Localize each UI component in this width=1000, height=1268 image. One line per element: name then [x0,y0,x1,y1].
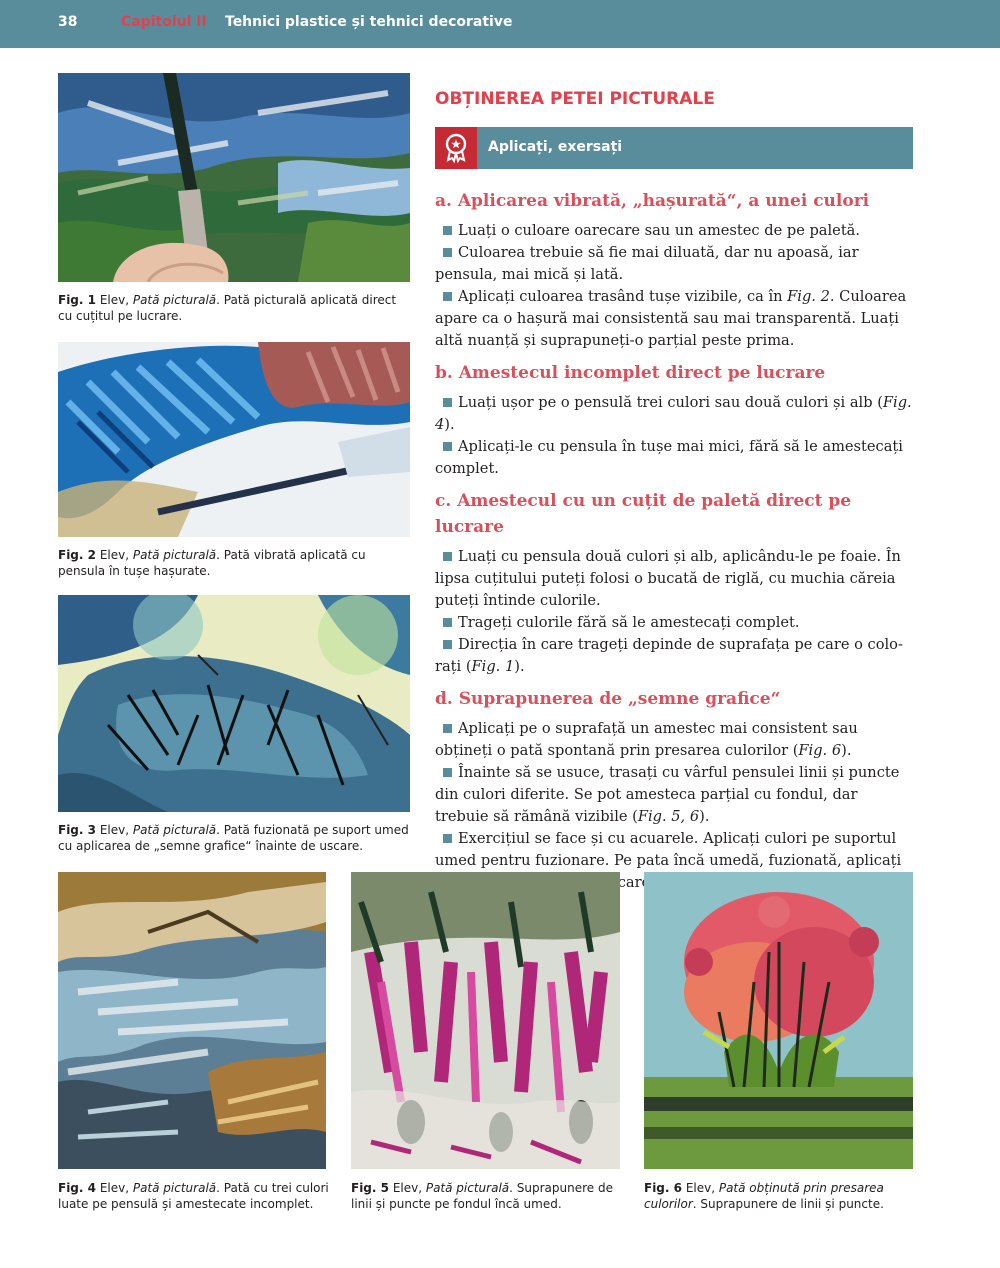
figure-5-image [351,872,620,1169]
section-b-heading: b. Amestecul incomplet direct pe lucrare [435,363,826,383]
figure-3-caption: Fig. 3 Elev, Pată picturală. Pată fuzionată pe suport umed cu aplicarea de „semne grafice“ înainte de uscare. [58,823,409,853]
list-item: Aplicați pe o suprafață un amestec mai consistent sau obțineți o pată spontană prin presarea culorilor (Fig. 6). [435,720,858,759]
list-item: Culoarea trebuie să fie mai diluată, dar nu apoasă, iar pensula, mai mică și lată. [435,244,859,283]
figure-1-caption: Fig. 1 Elev, Pată picturală. Pată picturală aplicată direct cu cuțitul pe lucrare. [58,293,397,323]
figure-1-image [58,73,410,282]
bullet-square-icon [443,618,452,627]
figure-4-caption: Fig. 4 Elev, Pată picturală. Pată cu trei culori luate pe pensulă și amestecate incomplet. [58,1181,329,1211]
page-header [0,0,1000,48]
list-item: Înainte să se usuce, trasați cu vârful pensulei linii și puncte din culori diferite. Se pot amesteca parțial cu fondul, dar trebuie să rămână vizibile (Fig. 5, 6). [435,764,900,825]
figure-4-image [58,872,326,1169]
figure-3-image [58,595,410,812]
section-c-heading: c. Amestecul cu un cuțit de paletă direct pe lucrare [435,491,852,537]
bullet-square-icon [443,640,452,649]
bullet-square-icon [443,442,452,451]
list-item: Aplicați culoarea trasând tușe vizibile, ca în Fig. 2. Culoarea apare ca o hașură mai consistentă sau mai transparentă. Luați altă nuanță și suprapuneți-o parțial peste prima. [435,288,907,349]
banner-label: Aplicați, exersați [488,139,623,155]
list-item: Direcția în care trageți depinde de suprafața pe care o colo-rați (Fig. 1). [435,636,903,675]
bullet-square-icon [443,768,452,777]
figure-2-caption: Fig. 2 Elev, Pată picturală. Pată vibrată aplicată cu pensula în tușe hașurate. [58,548,366,578]
section-title: OBȚINEREA PETEI PICTURALE [435,89,715,109]
bullet-square-icon [443,248,452,257]
exercise-banner [435,127,913,169]
figure-6-caption: Fig. 6 Elev, Pată obținută prin presarea culorilor. Suprapunere de linii și puncte. [644,1181,884,1211]
section-a [435,188,913,352]
instructions-text [435,188,913,924]
list-item: Luați cu pensula două culori și alb, aplicându-le pe foaie. În lipsa cuțitului puteți folosi o bucată de riglă, cu muchia căreia puteți întinde culorile. [435,548,901,609]
bullet-square-icon [443,834,452,843]
chapter-title: Tehnici plastice și tehnici decorative [225,14,513,30]
chapter-label: Capitolul II [121,14,207,30]
bullet-square-icon [443,724,452,733]
page-number: 38 [58,14,78,30]
figure-6-image [644,872,913,1169]
bullet-square-icon [443,552,452,561]
section-d-heading: d. Suprapunerea de „semne grafice“ [435,689,781,709]
bullet-square-icon [443,226,452,235]
figure-5-caption: Fig. 5 Elev, Pată picturală. Suprapunere de linii și puncte pe fondul încă umed. [351,1181,613,1211]
bullet-square-icon [443,292,452,301]
list-item: Exercițiul se face și cu acuarele. Aplicați culori pe suportul umed pentru fuzionare. Pe pata încă umedă, fuzionată, aplicați care [435,830,902,891]
section-b [435,360,913,480]
list-item: Trageți culorile fără să le amestecați complet. [435,612,913,634]
section-c [435,488,913,678]
figure-2-image [58,342,410,537]
list-item: Aplicați-le cu pensula în tușe mai mici, fără să le amestecați complet. [435,438,903,477]
bullet-square-icon [443,398,452,407]
section-a-heading: a. Aplicarea vibrată, „hașurată“, a unei culori [435,191,870,211]
award-ribbon-icon [435,127,477,169]
list-item: Luați ușor pe o pensulă trei culori sau două culori și alb (Fig. 4). [435,394,912,433]
list-item: Luați o culoare oarecare sau un amestec de pe paletă. [435,220,913,242]
